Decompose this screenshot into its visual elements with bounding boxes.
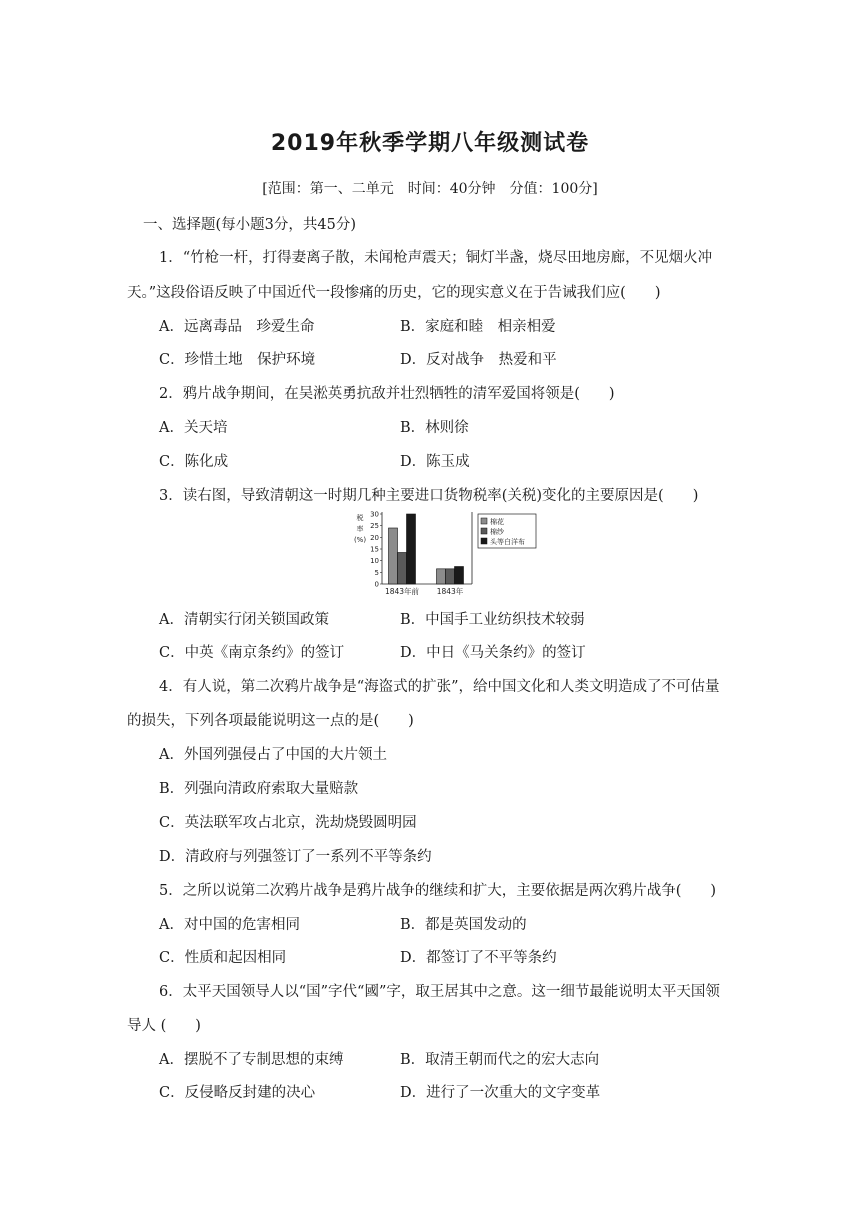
y-axis-label: 税	[356, 514, 364, 522]
q1-option-c: C．珍惜土地 保护环境	[159, 352, 316, 368]
exam-meta: [范围：第一、二单元 时间：40分钟 分值：100分]	[262, 181, 598, 197]
legend-swatch	[481, 538, 487, 544]
q2-option-b: B．林则徐	[400, 420, 469, 436]
q1-option-a: A．远离毒品 珍爱生命	[159, 319, 315, 335]
q6-option-d: D．进行了一次重大的文字变革	[400, 1085, 601, 1101]
bar	[437, 569, 446, 584]
legend-swatch	[481, 518, 487, 524]
page-title: 2019年秋季学期八年级测试卷	[270, 131, 590, 156]
q2-option-d: D．陈玉成	[400, 454, 470, 470]
q4-stem-line2: 的损失，下列各项最能说明这一点的是( )	[127, 713, 414, 729]
legend-swatch	[481, 528, 487, 534]
q6-option-a: A．摆脱不了专制思想的束缚	[159, 1052, 344, 1068]
q4-option-b: B．列强向清政府索取大量赔款	[159, 781, 359, 797]
q4-stem-line1: 4．有人说，第二次鸦片战争是“海盗式的扩张”，给中国文化和人类文明造成了不可估量	[159, 679, 720, 695]
q1-option-d: D．反对战争 热爱和平	[400, 352, 557, 368]
q5-stem: 5．之所以说第二次鸦片战争是鸦片战争的继续和扩大，主要依据是两次鸦片战争( )	[159, 883, 717, 899]
x-tick-label: 1843年前	[384, 587, 420, 596]
q5-option-b: B．都是英国发动的	[400, 917, 527, 933]
bar	[389, 528, 398, 584]
q3-option-d: D．中日《马关条约》的签订	[400, 645, 586, 661]
section-heading: 一、选择题(每小题3分，共45分)	[143, 217, 356, 233]
q3-stem: 3．读右图，导致清朝这一时期几种主要进口货物税率(关税)变化的主要原因是( )	[159, 488, 699, 504]
q3-option-b: B．中国手工业纺织技术较弱	[400, 612, 585, 628]
bar	[398, 553, 407, 585]
q5-option-c: C．性质和起因相同	[159, 950, 287, 966]
q3-option-c: C．中英《南京条约》的签订	[159, 645, 345, 661]
q4-option-a: A．外国列强侵占了中国的大片领土	[159, 747, 387, 763]
q2-stem: 2．鸦片战争期间，在吴淞英勇抗敌并壮烈牺牲的清军爱国将领是( )	[159, 386, 615, 402]
q1-stem-line1: 1．“竹枪一杆，打得妻离子散，未闻枪声震天；铜灯半盏，烧尽田地房廊，不见烟火冲	[159, 250, 713, 266]
legend-label: 棉纱	[490, 527, 504, 536]
y-axis-label: 率	[356, 525, 364, 533]
x-tick-label: 1843年	[436, 587, 464, 596]
y-tick-label: 5	[374, 568, 379, 577]
q1-stem-line2: 天。”这段俗语反映了中国近代一段惨痛的历史，它的现实意义在于告诫我们应( )	[127, 285, 661, 301]
q6-option-b: B．取清王朝而代之的宏大志向	[400, 1052, 600, 1068]
y-tick-label: 15	[370, 545, 379, 554]
y-tick-label: 20	[370, 533, 379, 542]
q4-option-c: C．英法联军攻占北京，洗劫烧毁圆明园	[159, 815, 417, 831]
q6-stem-line1: 6．太平天国领导人以“国”字代“國”字，取王居其中之意。这一细节最能说明太平天国领	[159, 984, 720, 1000]
q6-stem-line2: 导人 ( )	[127, 1018, 201, 1034]
tariff-chart	[350, 508, 546, 598]
q3-option-a: A．清朝实行闭关锁国政策	[159, 612, 329, 628]
q2-option-c: C．陈化成	[159, 454, 229, 470]
y-tick-label: 10	[370, 557, 379, 566]
tariff-chart-svg	[350, 508, 546, 598]
bar	[407, 514, 416, 584]
bar	[455, 567, 464, 585]
q5-option-d: D．都签订了不平等条约	[400, 950, 557, 966]
bar	[446, 569, 455, 584]
y-tick-label: 25	[370, 522, 379, 531]
y-axis-label: (%)	[353, 536, 367, 544]
q2-option-a: A．关天培	[159, 420, 228, 436]
legend-label: 头等白洋布	[490, 537, 525, 546]
q4-option-d: D．清政府与列强签订了一系列不平等条约	[159, 849, 432, 865]
y-tick-label: 30	[370, 510, 379, 519]
q5-option-a: A．对中国的危害相同	[159, 917, 300, 933]
legend-label: 棉花	[490, 517, 504, 526]
q6-option-c: C．反侵略反封建的决心	[159, 1085, 316, 1101]
q1-option-b: B．家庭和睦 相亲相爱	[400, 319, 556, 335]
y-tick-label: 0	[374, 580, 379, 589]
